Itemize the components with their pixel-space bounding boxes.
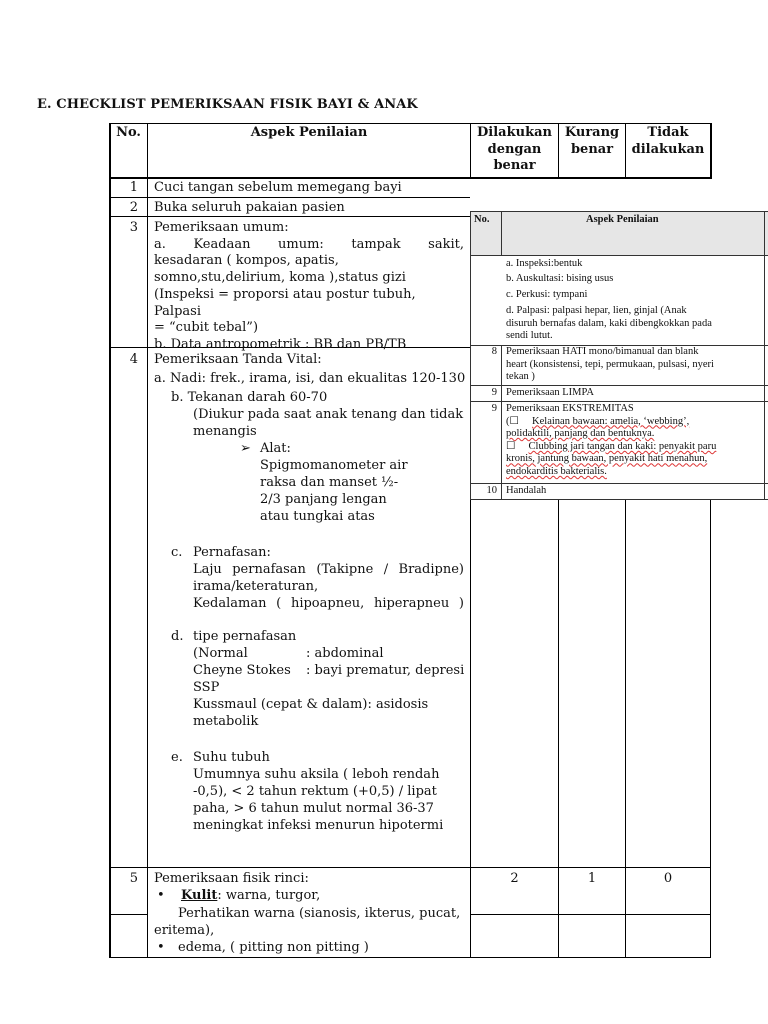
row-text: SSP	[193, 680, 220, 695]
row-text: Alat:	[260, 441, 291, 456]
row-number: 2	[129, 200, 138, 215]
overlay-row-9-ekstremitas: Pemeriksaan EKSTREMITAS (☐ Kelainan bawaan: amelia, ‘webbing’, polidaktili, panjang dan bentuknya. ☐ Clubbing jari tangan dan kaki: penyakit paru kronis, jantung bawaan, penyakit hati menahun, endokarditis bakterialis.	[506, 403, 717, 477]
row-text: Umumnya suhu aksila ( leboh rendah	[193, 767, 440, 782]
overlay-row-8: Pemeriksaan HATI mono/bimanual dan blank heart (konsistensi, tepi, permukaan, pulsasi, nyeri tekan )	[506, 346, 714, 383]
row-text: metabolik	[193, 714, 259, 729]
row-text: (Diukur pada saat anak tenang dan tidak	[193, 407, 464, 422]
row-text: : bayi prematur, depresi	[306, 663, 465, 678]
row-text: tipe pernafasan	[193, 629, 297, 644]
row-number: 1	[129, 180, 138, 195]
row-text: meningkat infeksi menurun hipotermi	[193, 818, 444, 833]
row-text: edema, ( pitting non pitting )	[178, 940, 369, 955]
overlay-table	[470, 211, 768, 500]
score-tidak: 0	[663, 871, 673, 886]
row-3-content: Pemeriksaan umum: a. Keadaan umum: tampak sakit, kesadaran ( kompos, apatis, somno,stu,delirium, koma ),status gizi (Inspeksi = proporsi atau postur tubuh, Palpasi = “cubit tebal”) b. Data antropometrik : BB dan PB/TB	[154, 220, 464, 352]
row-text: -0,5), < 2 tahun rektum (+0,5) / lipat	[193, 784, 437, 799]
header-tidak: Tidak dilakukan	[631, 125, 705, 157]
overlay-row-10: Handalah	[506, 485, 547, 496]
bullet-icon: •	[157, 888, 165, 903]
row-text: (Normal	[193, 646, 248, 661]
bullet-icon: •	[157, 940, 165, 955]
overlay-row-number: 9	[491, 387, 497, 398]
row-text: Pernafasan:	[193, 545, 271, 560]
row-text: Spigmomanometer air	[260, 458, 408, 473]
row-text: Pemeriksaan Tanda Vital:	[154, 352, 322, 367]
header-kurang: Kurang benar	[564, 125, 620, 157]
row-text: a. Nadi: frek., irama, isi, dan ekualitas 120-130	[154, 371, 466, 386]
score-kurang: 1	[587, 871, 597, 886]
overlay-row-number: 10	[486, 485, 497, 496]
list-marker: c.	[171, 545, 183, 560]
score-dilakukan: 2	[510, 871, 519, 886]
row-text: 2/3 panjang lengan	[260, 492, 387, 507]
page-title: E. CHECKLIST PEMERIKSAAN FISIK BAYI & ANAK	[37, 97, 418, 112]
row-text: b. Tekanan darah 60-70	[171, 390, 328, 405]
list-marker: d.	[171, 629, 184, 644]
row-number: 3	[129, 220, 138, 235]
overlay-row-number: 8	[491, 346, 497, 357]
header-aspek: Aspek Penilaian	[250, 125, 368, 140]
row-text: Buka seluruh pakaian pasien	[154, 200, 345, 215]
overlay-row-number: 9	[491, 403, 497, 414]
row-text: eritema),	[154, 923, 215, 938]
header-no: No.	[116, 125, 141, 140]
row-text: Laju pernafasan (Takipne / Bradipne)	[193, 562, 464, 577]
row-text: irama/keteraturan,	[193, 579, 319, 594]
row-text: Suhu tubuh	[193, 750, 270, 765]
row-text: Kedalaman ( hipoapneu, hiperapneu )	[193, 596, 464, 611]
row-text: Kulit: warna, turgor,	[181, 888, 321, 903]
list-marker: e.	[171, 750, 183, 765]
overlay-row-9-limpa: Pemeriksaan LIMPA	[506, 387, 594, 398]
row-number: 5	[129, 871, 138, 886]
row-text: Cuci tangan sebelum memegang bayi	[154, 180, 402, 195]
row-text: raksa dan manset ½-	[260, 475, 399, 490]
row-text: paha, > 6 tahun mulut normal 36-37	[193, 801, 434, 816]
row-text: atau tungkai atas	[260, 509, 375, 524]
arrow-bullet-icon: ➢	[240, 441, 251, 456]
overlay-header-aspek: Aspek Penilaian	[586, 214, 659, 225]
header-dilakukan: Dilakukan dengan benar	[477, 125, 552, 173]
row-text: : abdominal	[306, 646, 384, 661]
overlay-header-no: No.	[474, 214, 490, 225]
row-text: Cheyne Stokes	[193, 663, 291, 678]
row-text: Pemeriksaan fisik rinci:	[154, 871, 309, 886]
row-text: Kussmaul (cepat & dalam): asidosis	[193, 697, 429, 712]
row-text: Perhatikan warna (sianosis, ikterus, pucat,	[178, 906, 461, 921]
row-number: 4	[129, 352, 138, 367]
row-text: menangis	[193, 424, 257, 439]
overlay-items: a. Inspeksi:bentuk b. Auskultasi: bising usus c. Perkusi: tympani d. Palpasi: palpasi hepar, lien, ginjal (Anak disuruh bernafas dalam, kaki dibengkokkan pada sendi lutut.	[506, 258, 712, 342]
